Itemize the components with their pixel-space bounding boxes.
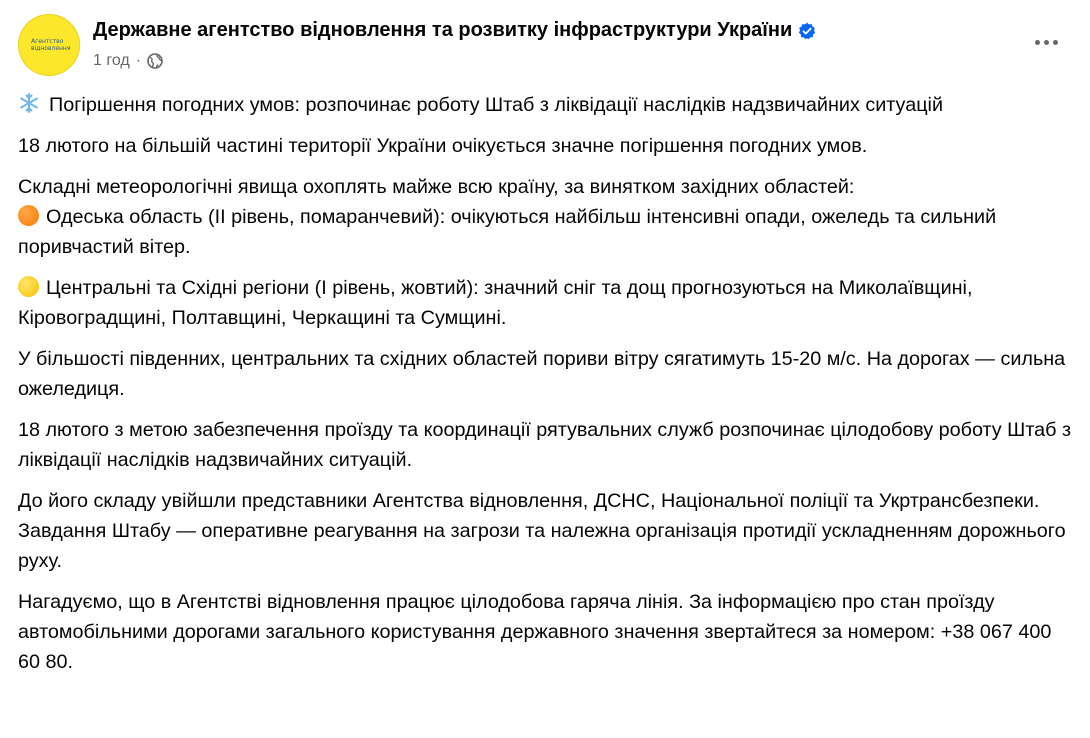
odesa-warning: Одеська область (ІІ рівень, помаранчевий): очікуються найбільш інтенсивні опади, ожеледь та сильний поривчастий вітер.: [18, 206, 997, 258]
snowflake-icon: [18, 92, 40, 114]
post-paragraph-6: До його складу увійшли представники Агентства відновлення, ДСНС, Національної поліції та Укртрансбезпеки. Завдання Штабу — оперативне реагування на загрози та належна організація протидії ускладненням дорожнього руху.: [18, 490, 1066, 572]
post-timestamp[interactable]: 1 год: [93, 52, 130, 69]
post-paragraph-5: 18 лютого з метою забезпечення проїзду та координації рятувальних служб розпочинає цілодобову роботу Штаб з ліквідації наслідків надзвичайних ситуацій.: [18, 419, 1072, 471]
post-paragraph-7: Нагадуємо, що в Агентстві відновлення працює цілодобова гаряча лінія. За інформацією про стан проїзду автомобільними дорогами загального користування державного значення звертайтеся за номером: +38 067 400 60 80.: [18, 591, 1052, 673]
post-paragraph-2: [18, 172, 1074, 262]
verified-badge-icon: [798, 22, 816, 40]
page-name-link[interactable]: Державне агентство відновлення та розвитку інфраструктури України: [93, 19, 793, 41]
more-options-icon[interactable]: [1028, 24, 1064, 60]
post-meta: [93, 52, 163, 70]
page-avatar[interactable]: [18, 14, 80, 76]
post-headline: Погіршення погодних умов: розпочинає роботу Штаб з ліквідації наслідків надзвичайних ситуацій: [49, 94, 943, 116]
post-header: [18, 14, 1072, 78]
page-name-row: [93, 19, 816, 42]
orange-circle-icon: [18, 205, 39, 226]
post-headline-paragraph: [18, 90, 1074, 120]
post-paragraph-1: 18 лютого на більшій частині території України очікується значне погіршення погодних умов.: [18, 135, 868, 157]
globe-icon[interactable]: [147, 53, 163, 69]
post-paragraph-2-intro: Складні метеорологічні явища охоплять майже всю країну, за винятком західних областей:: [18, 176, 855, 198]
post-paragraph-4: У більшості південних, центральних та східних областей пориви вітру сягатимуть 15-20 м/с. На дорогах — сильна ожеледиця.: [18, 348, 1066, 400]
yellow-circle-icon: [18, 276, 39, 297]
central-east-warning: Центральні та Східні регіони (І рівень, жовтий): значний сніг та дощ прогнозуються на Миколаївщині, Кіровоградщині, Полтавщині, Черкащині та Сумщині.: [18, 277, 973, 329]
avatar-text-line1: Агентство: [31, 38, 64, 45]
meta-separator: ·: [135, 52, 142, 69]
avatar-text-line2: відновлення: [31, 45, 71, 52]
post-paragraph-3: [18, 273, 1074, 333]
post-body: [18, 90, 1074, 688]
